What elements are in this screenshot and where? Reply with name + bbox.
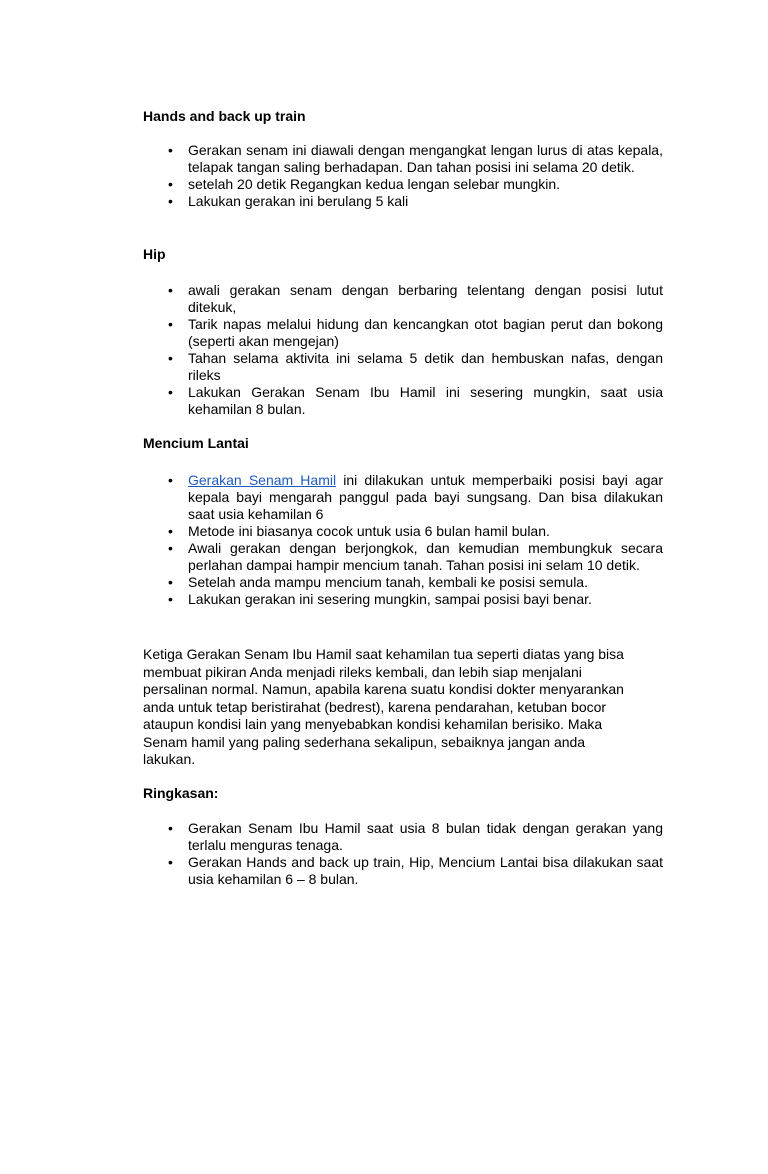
gerakan-senam-hamil-link[interactable]: Gerakan Senam Hamil	[188, 472, 337, 488]
bullet-icon: •	[168, 591, 173, 607]
bullet-icon: •	[168, 523, 173, 539]
bullet-icon: •	[168, 316, 173, 332]
heading-hands-back-up-train: Hands and back up train	[143, 108, 306, 124]
list-item: • Lakukan Gerakan Senam Ibu Hamil ini sesering mungkin, saat usia kehamilan 8 bulan.	[168, 384, 663, 417]
list-item: • Gerakan senam ini diawali dengan mengangkat lengan lurus di atas kepala, telapak tangan saling berhadapan. Dan tahan posisi ini selama 20 detik.	[168, 142, 663, 175]
list-item: • awali gerakan senam dengan berbaring telentang dengan posisi lutut ditekuk,	[168, 282, 663, 315]
paragraph-line: anda untuk tetap beristirahat (bedrest), karena pendarahan, ketuban bocor	[143, 698, 607, 715]
bullet-icon: •	[168, 350, 173, 366]
list-item: • Metode ini biasanya cocok untuk usia 6 bulan hamil bulan.	[168, 523, 550, 539]
list-item: • Tahan selama aktivita ini selama 5 detik dan hembuskan nafas, dengan rileks	[168, 350, 663, 383]
bullet-icon: •	[168, 282, 173, 298]
paragraph-line: persalinan normal. Namun, apabila karena suatu kondisi dokter menyarankan	[143, 681, 624, 697]
paragraph-line: membuat pikiran Anda menjadi rileks kembali, dan lebih siap menjalani	[143, 663, 582, 680]
bullet-icon: •	[168, 854, 173, 870]
paragraph-line: Senam hamil yang paling sederhana sekalipun, sebaiknya jangan anda	[143, 733, 586, 750]
list-item: • Tarik napas melalui hidung dan kencangkan otot bagian perut dan bokong (seperti akan mengejan)	[168, 316, 663, 349]
list-hands-back-up-train	[143, 142, 663, 210]
list-item: • Awali gerakan dengan berjongkok, dan kemudian membungkuk secara perlahan dampai hampir mencium tanah. Tahan posisi ini selam 10 detik.	[168, 540, 663, 573]
list-item: • Gerakan Hands and back up train, Hip, Mencium Lantai bisa dilakukan saat usia kehamilan 6 – 8 bulan.	[168, 854, 663, 887]
list-hip	[143, 282, 663, 418]
heading-mencium-lantai: Mencium Lantai	[143, 435, 249, 451]
list-item: • Lakukan gerakan ini berulang 5 kali	[168, 193, 409, 209]
paragraph-line: ataupun kondisi lain yang menyebabkan kondisi kehamilan berisiko. Maka	[143, 716, 603, 732]
bullet-icon: •	[168, 142, 173, 158]
summary-paragraph	[143, 646, 663, 769]
list-item: • Setelah anda mampu mencium tanah, kembali ke posisi semula.	[168, 574, 588, 590]
list-item: • Gerakan Senam Ibu Hamil saat usia 8 bulan tidak dengan gerakan yang terlalu menguras tenaga.	[168, 820, 663, 853]
bullet-icon: •	[168, 820, 173, 836]
list-item: • Lakukan gerakan ini sesering mungkin, sampai posisi bayi benar.	[168, 591, 592, 607]
bullet-icon: •	[168, 540, 173, 556]
list-item: • setelah 20 detik Regangkan kedua lengan selebar mungkin.	[168, 176, 561, 192]
bullet-icon: •	[168, 193, 173, 209]
list-item: • Gerakan Senam Hamil ini dilakukan untuk memperbaiki posisi bayi agar kepala bayi mengarah panggul pada bayi sungsang. Dan bisa dilakukan saat usia kehamilan 6	[168, 472, 663, 522]
list-mencium-lantai	[143, 472, 663, 608]
heading-hip: Hip	[143, 246, 166, 262]
paragraph-line: Ketiga Gerakan Senam Ibu Hamil saat kehamilan tua seperti diatas yang bisa	[143, 646, 624, 662]
bullet-icon: •	[168, 472, 173, 488]
bullet-icon: •	[168, 574, 173, 590]
bullet-icon: •	[168, 176, 173, 192]
paragraph-line: lakukan.	[143, 751, 196, 767]
bullet-icon: •	[168, 384, 173, 400]
heading-ringkasan: Ringkasan:	[143, 785, 219, 801]
list-ringkasan	[143, 820, 663, 888]
